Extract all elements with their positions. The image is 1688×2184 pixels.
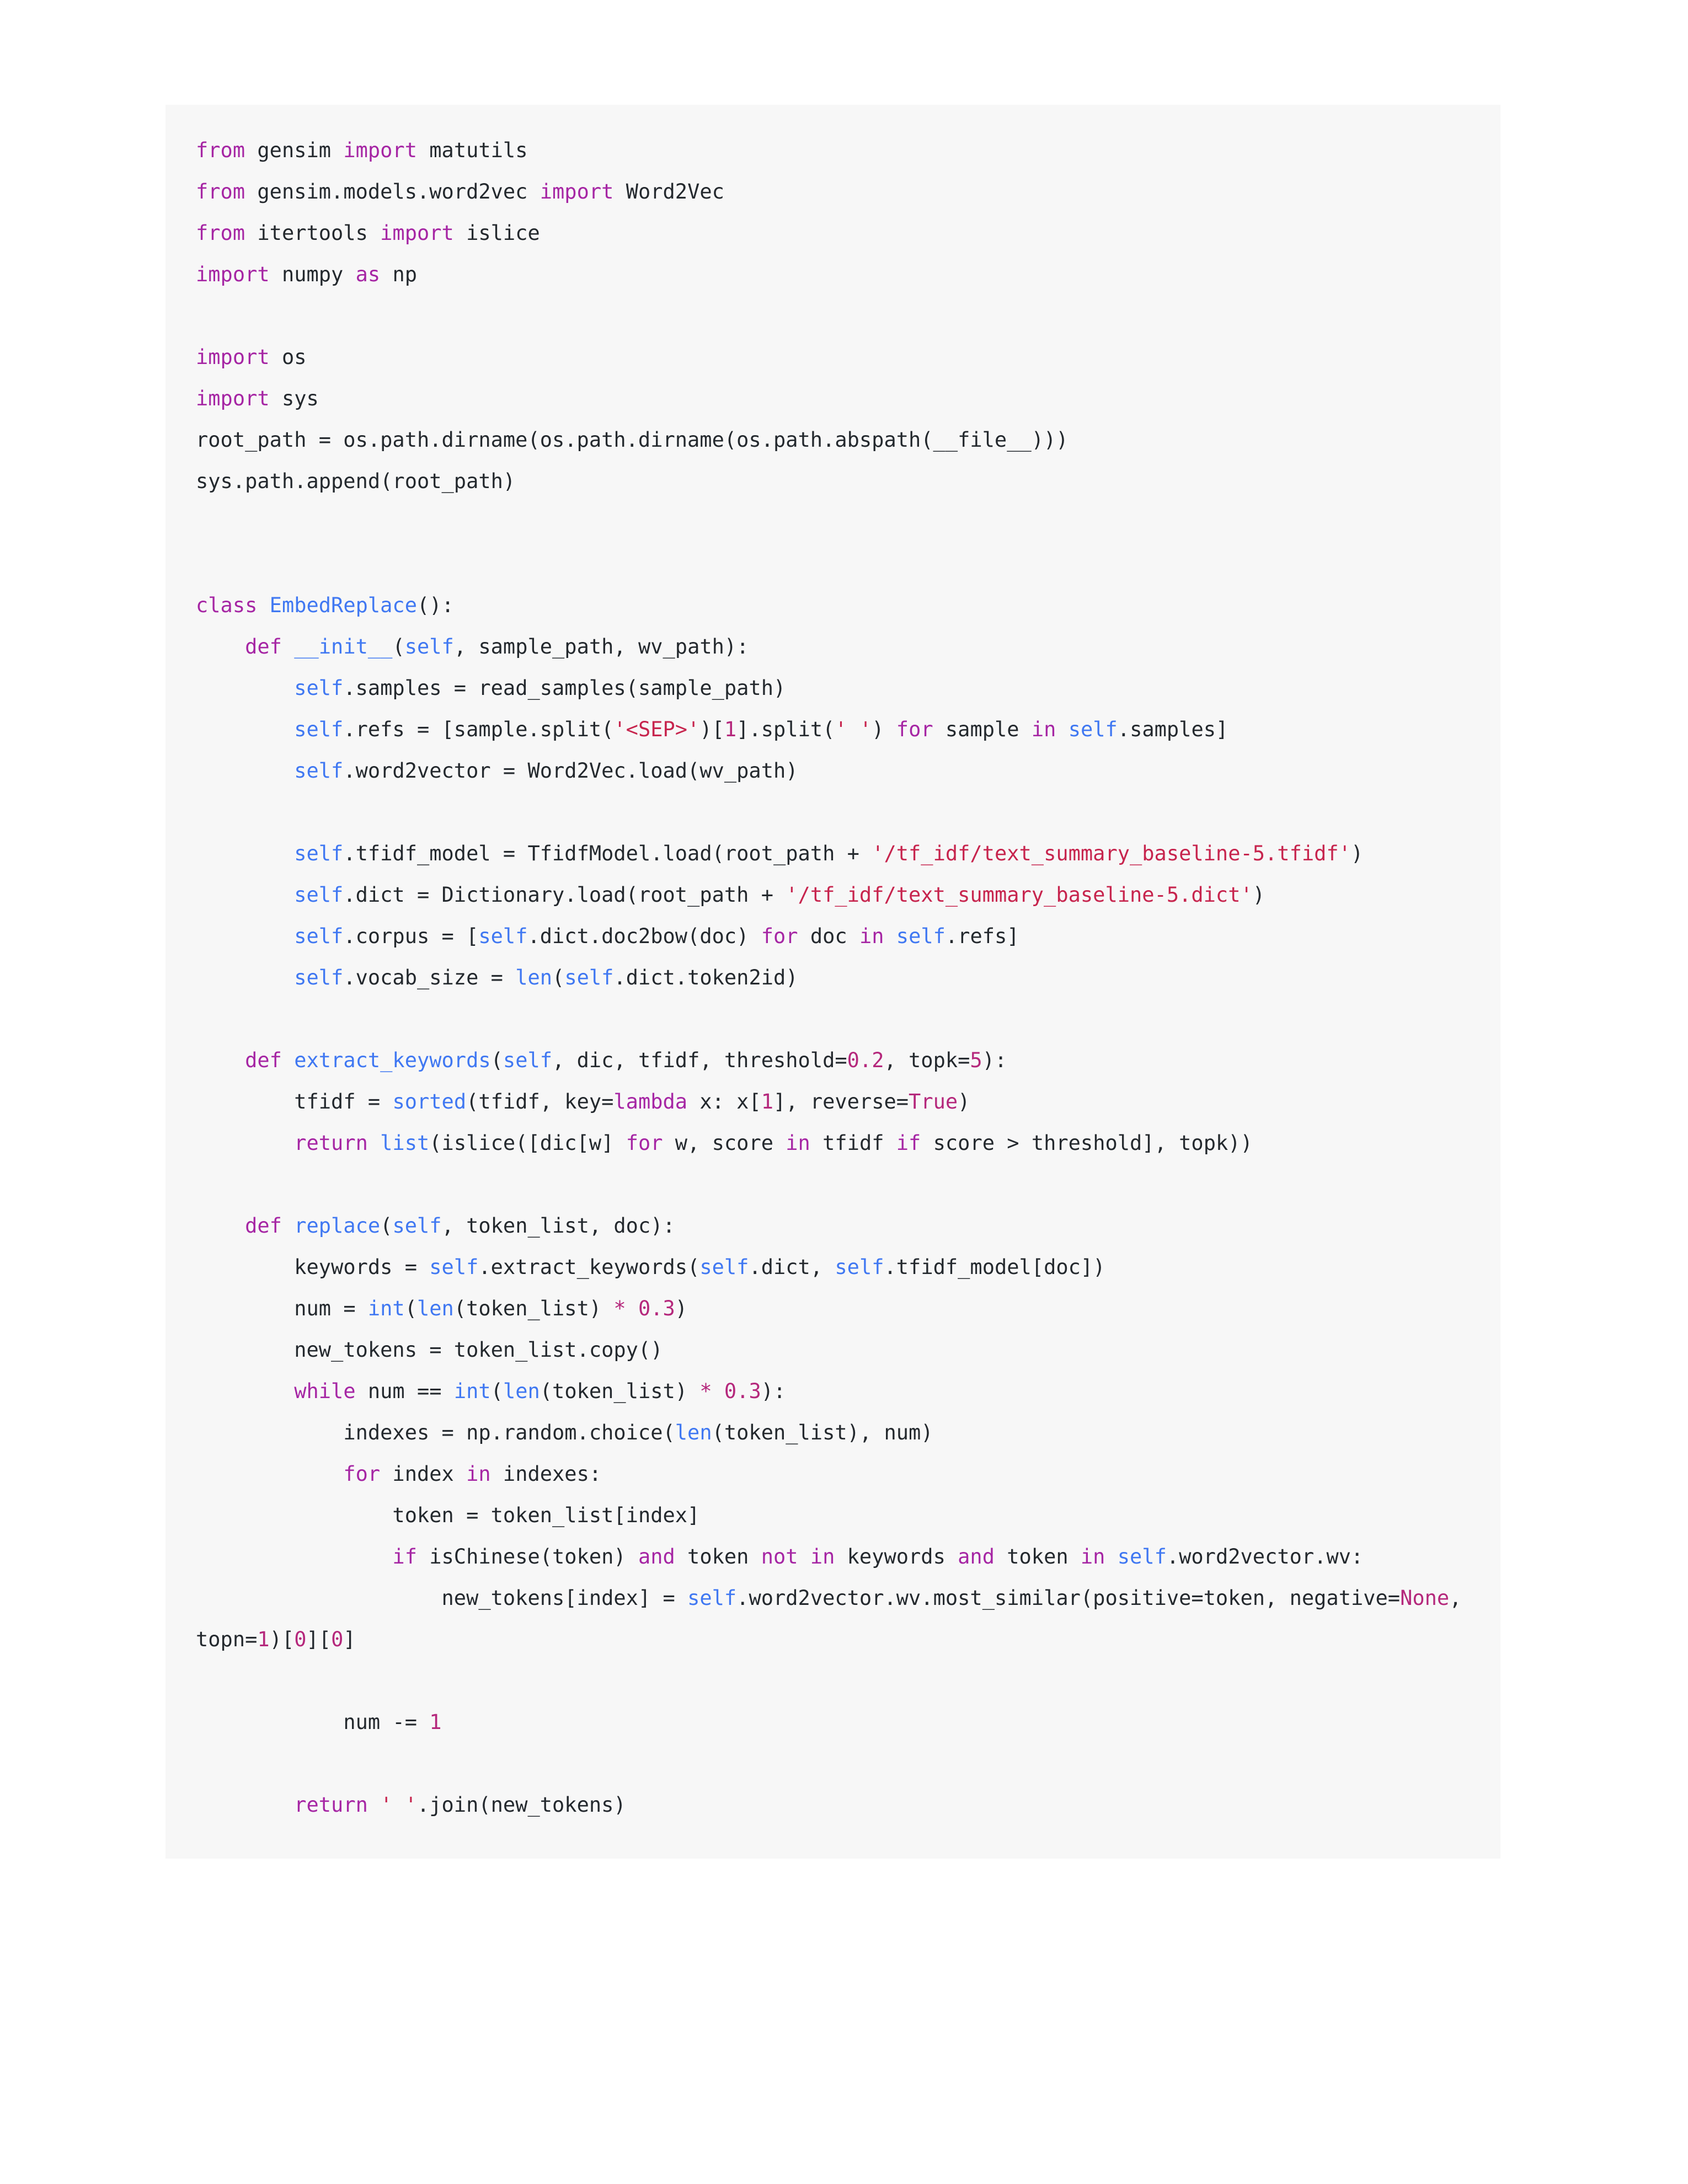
code-line: tfidf = sorted(tfidf, key=lambda x: x[1], reverse=True) [196,1090,970,1114]
code-line: keywords = self.extract_keywords(self.dict, self.tfidf_model[doc]) [196,1255,1105,1279]
code-line: self.tfidf_model = TfidfModel.load(root_path + '/tf_idf/text_summary_baseline-5.tfidf') [294,842,1364,865]
code-line: new_tokens[index] = self.word2vector.wv.most_similar(positive=token, negative=None, topn=1)[0][0] [196,1586,1474,1651]
code-line-blank [196,295,1470,336]
code-line: from itertools import islice [196,221,540,245]
code-line: self.word2vector = Word2Vec.load(wv_path) [294,759,798,783]
code-line-blank [196,1164,1470,1205]
code-line: indexes = np.random.choice(len(token_list), num) [196,1421,933,1444]
code-line: num -= 1 [196,1710,442,1734]
code-line: new_tokens = token_list.copy() [196,1338,663,1362]
code-line-blank [196,998,1470,1040]
code-line: num = int(len(token_list) * 0.3) [196,1297,688,1320]
code-line: import os [196,345,307,369]
code-line-blank [196,1743,1470,1784]
code-line: def replace(self, token_list, doc): [245,1214,675,1238]
code-line: sys.path.append(root_path) [196,469,516,493]
code-line-blank [196,543,1470,585]
code-line: self.samples = read_samples(sample_path) [294,676,786,700]
code-line: import numpy as np [196,263,418,286]
code-line: while num == int(len(token_list) * 0.3): [294,1379,786,1403]
code-line: from gensim.models.word2vec import Word2Vec [196,180,724,204]
code-line: if isChinese(token) and token not in keywords and token in self.word2vector.wv: [392,1545,1364,1569]
code-line: class EmbedReplace(): [196,593,454,617]
code-block [165,105,1500,1859]
code-line: for index in indexes: [343,1462,602,1486]
code-line: self.refs = [sample.split('<SEP>')[1].split(' ') for sample in self.samples] [294,718,1228,741]
code-line: return list(islice([dic[w] for w, score in tfidf if score > threshold], topk)) [294,1131,1253,1155]
code-line: root_path = os.path.dirname(os.path.dirname(os.path.abspath(__file__))) [196,428,1069,452]
code-line: token = token_list[index] [196,1503,700,1527]
code-line: self.dict = Dictionary.load(root_path + '/tf_idf/text_summary_baseline-5.dict') [294,883,1265,907]
code-line: import sys [196,387,319,410]
code-line-blank [196,502,1470,543]
code-line: def __init__(self, sample_path, wv_path): [245,635,749,659]
code-line: def extract_keywords(self, dic, tfidf, threshold=0.2, topk=5): [245,1048,1007,1072]
code-line: self.vocab_size = len(self.dict.token2id) [294,966,798,989]
code-line: from gensim import matutils [196,138,528,162]
code-line-blank [196,791,1470,833]
code-line: return ' '.join(new_tokens) [294,1793,626,1817]
code-line: self.corpus = [self.dict.doc2bow(doc) for doc in self.refs] [294,924,1019,948]
code-line-blank [196,1660,1470,1701]
